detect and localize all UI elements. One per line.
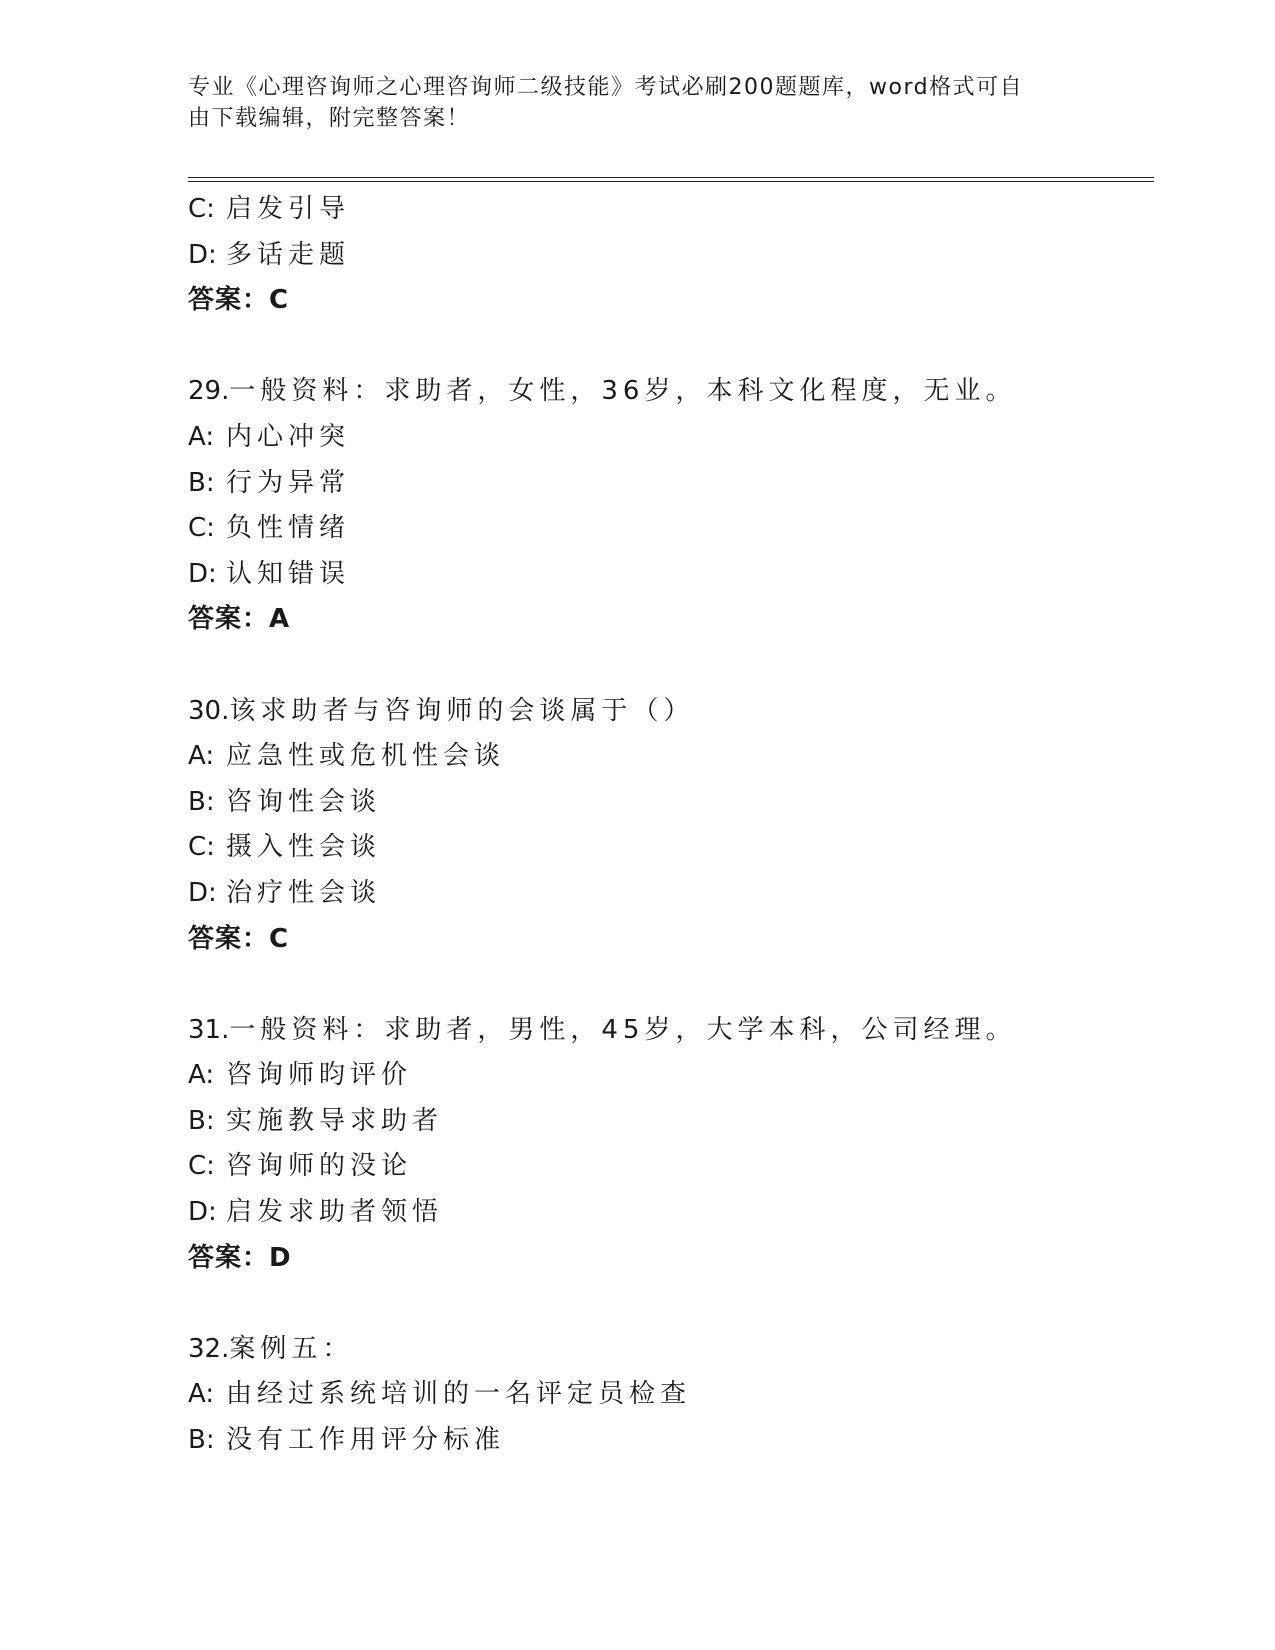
question-31 <box>188 1008 1148 1282</box>
question-30 <box>188 689 1148 963</box>
option-text: 多话走题 <box>226 239 351 270</box>
option-c <box>188 1144 1148 1190</box>
option-text: 摄入性会谈 <box>226 832 382 863</box>
answer-line: 答案：C <box>188 923 290 954</box>
option-a <box>188 415 1148 461</box>
option-text: 咨询师的没论 <box>226 1151 413 1182</box>
option-text: 咨询师昀评价 <box>226 1060 413 1091</box>
question-text: 该求助者与咨询师的会谈属于（） <box>229 695 695 726</box>
option-letter: C: <box>188 1151 215 1182</box>
spacer <box>188 324 1148 370</box>
option-text: 认知错误 <box>226 558 351 589</box>
option-c <box>188 187 1148 233</box>
option-text: 应急性或危机性会谈 <box>226 741 506 772</box>
header-line-1: 专业《心理咨询师之心理咨询师二级技能》考试必刷200题题库，word格式可自 <box>188 75 1024 100</box>
option-d <box>188 552 1148 598</box>
spacer <box>188 962 1148 1008</box>
question-list <box>188 187 1148 1464</box>
option-letter: B: <box>188 786 215 817</box>
option-b <box>188 461 1148 507</box>
answer-line: 答案：C <box>188 285 290 316</box>
question-stem <box>188 369 1148 415</box>
option-text: 行为异常 <box>226 467 351 498</box>
option-d <box>188 871 1148 917</box>
option-text: 负性情绪 <box>226 513 351 544</box>
spacer <box>188 643 1148 689</box>
header-divider-bottom <box>188 181 1154 182</box>
question-29 <box>188 369 1148 643</box>
question-number: 29. <box>188 376 230 407</box>
option-c <box>188 506 1148 552</box>
option-text: 由经过系统培训的一名评定员检查 <box>226 1379 692 1410</box>
option-letter: C: <box>188 194 215 224</box>
option-letter: A: <box>188 1379 215 1410</box>
option-b <box>188 1418 1148 1464</box>
option-letter: B: <box>188 1105 215 1136</box>
option-text: 咨询性会谈 <box>226 786 382 817</box>
document-header <box>188 72 1068 134</box>
option-letter: A: <box>188 741 215 772</box>
option-letter: A: <box>188 421 215 452</box>
option-letter: D: <box>188 558 217 589</box>
option-d <box>188 233 1148 279</box>
question-stem <box>188 1327 1148 1373</box>
option-text: 内心冲突 <box>226 421 351 452</box>
answer-line: 答案：D <box>188 1242 292 1273</box>
option-a <box>188 1053 1148 1099</box>
option-text: 启发引导 <box>226 194 351 224</box>
header-divider-top <box>188 177 1154 178</box>
question-text: 案例五： <box>229 1333 354 1364</box>
question-stem <box>188 689 1148 735</box>
option-letter: D: <box>188 1197 217 1228</box>
option-letter: A: <box>188 1060 215 1091</box>
option-a <box>188 734 1148 780</box>
spacer <box>188 1281 1148 1327</box>
carryover-block <box>188 187 1148 324</box>
question-number: 32. <box>188 1333 230 1364</box>
option-letter: D: <box>188 239 217 270</box>
option-text: 没有工作用评分标准 <box>226 1425 506 1456</box>
option-text: 实施教导求助者 <box>226 1105 444 1136</box>
option-letter: B: <box>188 467 215 498</box>
option-a <box>188 1372 1148 1418</box>
option-letter: D: <box>188 877 217 908</box>
option-text: 治疗性会谈 <box>226 877 382 908</box>
option-letter: B: <box>188 1425 215 1456</box>
option-letter: C: <box>188 513 215 544</box>
question-32 <box>188 1327 1148 1464</box>
question-number: 31. <box>188 1014 230 1045</box>
option-letter: C: <box>188 832 215 863</box>
option-b <box>188 1099 1148 1145</box>
answer-line: 答案：A <box>188 604 291 635</box>
option-c <box>188 825 1148 871</box>
option-b <box>188 780 1148 826</box>
question-number: 30. <box>188 695 230 726</box>
header-line-2: 由下载编辑，附完整答案！ <box>188 106 471 131</box>
option-d <box>188 1190 1148 1236</box>
option-text: 启发求助者领悟 <box>226 1197 444 1228</box>
question-stem <box>188 1008 1148 1054</box>
question-text: 一般资料：求助者，女性，36岁，本科文化程度，无业。 <box>229 376 1017 407</box>
question-text: 一般资料：求助者，男性，45岁，大学本科，公司经理。 <box>229 1014 1017 1045</box>
